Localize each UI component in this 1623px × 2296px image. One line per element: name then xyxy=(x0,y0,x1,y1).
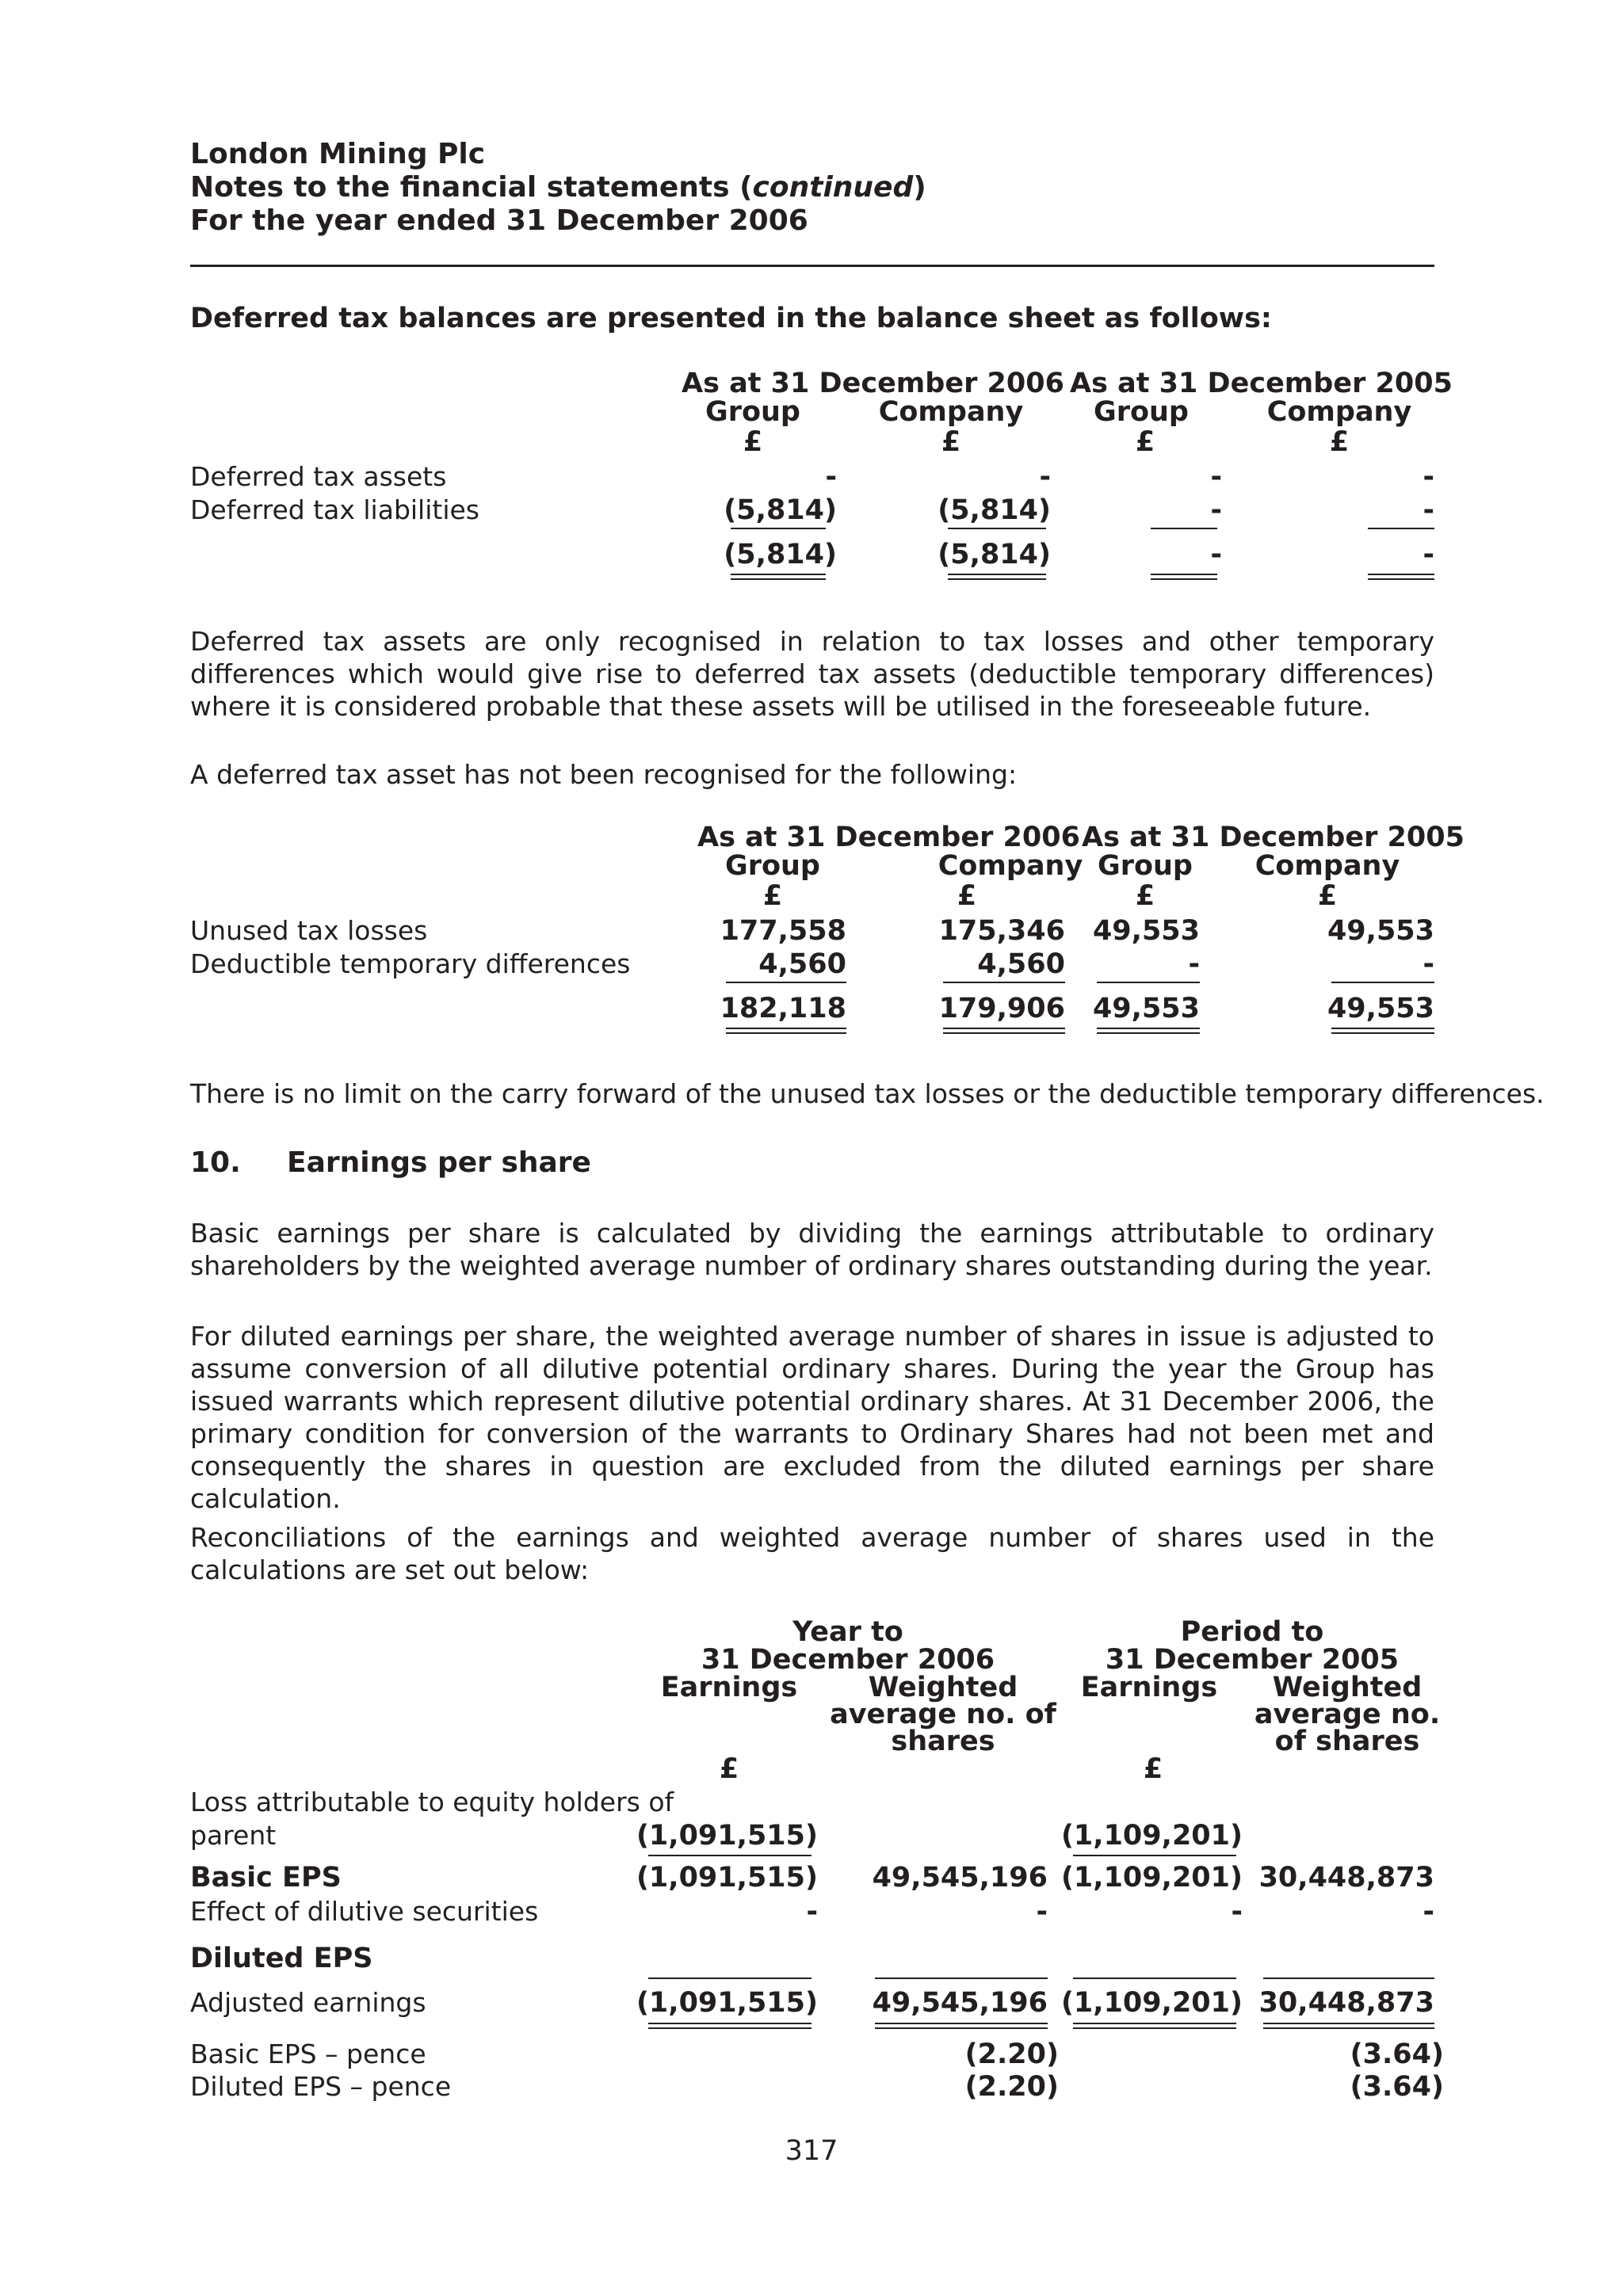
dt-sub-group-2005: Group xyxy=(1093,396,1189,428)
ur-sub-company-2006: Company xyxy=(938,850,1083,882)
dt-value: - xyxy=(1210,461,1222,493)
double-underline xyxy=(1368,574,1434,580)
dt-value: (5,814) xyxy=(938,494,1051,526)
eps-diluted-pence-label: Diluted EPS – pence xyxy=(190,2071,452,2102)
ur-value: 49,553 xyxy=(1327,915,1434,947)
dt-sub-group-2006: Group xyxy=(705,396,800,428)
eps-earnings-2005: Earnings xyxy=(1080,1672,1218,1703)
eps-value: (1,091,515) xyxy=(636,1987,818,2019)
document-header xyxy=(190,138,926,238)
dt-cur-3: £ xyxy=(1135,426,1155,458)
eps-loss-label-2: parent xyxy=(190,1820,277,1851)
eps-loss-label-1: Loss attributable to equity holders of xyxy=(190,1787,674,1817)
ur-value: 49,553 xyxy=(1092,915,1200,947)
eps-weighted-2005-l3: of shares xyxy=(1274,1726,1420,1757)
ur-cur-1: £ xyxy=(762,880,783,912)
dt-value: (5,814) xyxy=(724,494,837,526)
eps-value: (3.64) xyxy=(1350,2071,1444,2103)
eps-value: (1,109,201) xyxy=(1060,1987,1243,2019)
eps-value: (2.20) xyxy=(964,2071,1059,2103)
notes-title: Notes to the financial statements (continued) xyxy=(190,171,926,204)
underline xyxy=(943,982,1065,983)
underline xyxy=(731,528,826,529)
para-diluted: For diluted earnings per share, the weighted average number of shares in issue is adjusted to assume conversion of all dilutive potential ordinary shares. During the year the Group has issued warrants which represent dilutive potential ordinary shares. At 31 December 2006, the primary condition for conversion of the warrants to Ordinary Shares had not been met and consequently the shares in question are excluded from the diluted earnings per share calculation. xyxy=(190,1321,1434,1514)
dt-col-2005: As at 31 December 2005 xyxy=(1070,368,1453,399)
eps-year-line1: Year to xyxy=(792,1616,903,1648)
dt-value: - xyxy=(1423,461,1434,493)
underline xyxy=(1097,982,1200,983)
eps-value: - xyxy=(1423,1896,1434,1928)
eps-cur-2006: £ xyxy=(719,1753,739,1785)
ur-cur-4: £ xyxy=(1317,880,1338,912)
eps-weighted-2006-l3: shares xyxy=(891,1726,995,1757)
para-basic: Basic earnings per share is calculated by dividing the earnings attributable to ordinary shareholders by the weighted average number of ordinary shares outstanding during the year. xyxy=(190,1218,1434,1281)
dt-row-label: Deferred tax assets xyxy=(190,461,447,492)
para-recognised: Deferred tax assets are only recognised in relation to tax losses and other temporary differences which would give rise to deferred tax assets (deductible temporary differences) where it is considered probable that these assets will be utilised in the foreseeable future. xyxy=(190,626,1434,722)
ur-value: 177,558 xyxy=(720,915,846,947)
double-underline xyxy=(1263,2023,1434,2029)
dt-row-label: Deferred tax liabilities xyxy=(190,494,479,525)
eps-value: 30,448,873 xyxy=(1258,1987,1434,2019)
eps-weighted-2006-l1: Weighted xyxy=(868,1672,1018,1703)
eps-value: - xyxy=(1036,1896,1048,1928)
underline xyxy=(1263,1978,1434,1979)
dt-sub-company-2005: Company xyxy=(1266,396,1412,428)
period-title: For the year ended 31 December 2006 xyxy=(190,204,808,237)
eps-weighted-2006-l2: average no. of xyxy=(830,1699,1056,1730)
eps-cur-2005: £ xyxy=(1143,1753,1163,1785)
dt-value: - xyxy=(1423,494,1434,526)
dt-value: - xyxy=(825,461,837,493)
double-underline xyxy=(948,574,1046,580)
underline xyxy=(1073,1978,1236,1979)
eps-period-line2: 31 December 2005 xyxy=(1105,1644,1400,1676)
ur-cur-2: £ xyxy=(957,880,977,912)
ur-cur-3: £ xyxy=(1135,880,1155,912)
ur-sub-group-2005: Group xyxy=(1097,850,1193,882)
underline xyxy=(726,982,846,983)
header-rule xyxy=(190,265,1434,267)
dt-total: (5,814) xyxy=(938,539,1051,570)
eps-value: (1,091,515) xyxy=(636,1820,818,1852)
eps-earnings-2006: Earnings xyxy=(660,1672,798,1703)
eps-value: (1,091,515) xyxy=(636,1862,818,1894)
dt-cur-4: £ xyxy=(1329,426,1350,458)
eps-weighted-2005-l2: average no. xyxy=(1254,1699,1441,1730)
ur-value: 4,560 xyxy=(758,948,846,980)
section-title: Earnings per share xyxy=(287,1146,591,1179)
ur-sub-group-2006: Group xyxy=(724,850,820,882)
dt-value: - xyxy=(1039,461,1051,493)
double-underline xyxy=(1331,1028,1434,1034)
dt-value: - xyxy=(1210,494,1222,526)
eps-diluted-label: Diluted EPS xyxy=(190,1943,373,1974)
eps-basic-pence-label: Basic EPS – pence xyxy=(190,2039,426,2069)
eps-value: - xyxy=(1231,1896,1243,1928)
eps-value: 49,545,196 xyxy=(872,1987,1048,2019)
ur-row-label: Unused tax losses xyxy=(190,915,428,946)
underline xyxy=(1368,528,1434,529)
page-number: 317 xyxy=(785,2135,838,2167)
ur-value: 175,346 xyxy=(938,915,1065,947)
double-underline xyxy=(1151,574,1217,580)
eps-weighted-2005-l1: Weighted xyxy=(1272,1672,1423,1703)
para-reconciliations: Reconciliations of the earnings and weighted average number of shares used in the calculations are set out below: xyxy=(190,1522,1434,1585)
eps-value: (1,109,201) xyxy=(1060,1862,1243,1894)
underline xyxy=(1073,1855,1236,1856)
eps-value: (2.20) xyxy=(964,2039,1059,2070)
company-name: London Mining Plc xyxy=(190,138,486,170)
ur-sub-company-2005: Company xyxy=(1254,850,1400,882)
ur-value: - xyxy=(1188,948,1200,980)
eps-period-line1: Period to xyxy=(1180,1616,1324,1648)
double-underline xyxy=(875,2023,1048,2029)
eps-adjusted-label: Adjusted earnings xyxy=(190,1987,426,2018)
ur-value: - xyxy=(1423,948,1434,980)
deferred-tax-heading: Deferred tax balances are presented in the balance sheet as follows: xyxy=(190,303,1272,334)
dt-sub-company-2006: Company xyxy=(878,396,1024,428)
double-underline xyxy=(726,1028,846,1034)
para-not-recognised: A deferred tax asset has not been recognised for the following: xyxy=(190,759,1018,790)
ur-total: 49,553 xyxy=(1327,993,1434,1024)
ur-col-2006: As at 31 December 2006 xyxy=(697,822,1080,853)
eps-year-line2: 31 December 2006 xyxy=(701,1644,995,1676)
dt-total: - xyxy=(1210,539,1222,570)
dt-cur-1: £ xyxy=(743,426,763,458)
eps-basic-label: Basic EPS xyxy=(190,1862,342,1894)
ur-total: 49,553 xyxy=(1092,993,1200,1024)
ur-total: 182,118 xyxy=(720,993,846,1024)
eps-value: (3.64) xyxy=(1350,2039,1444,2070)
double-underline xyxy=(1097,1028,1200,1034)
dt-col-2006: As at 31 December 2006 xyxy=(682,368,1064,399)
eps-value: 49,545,196 xyxy=(872,1862,1048,1894)
underline xyxy=(1331,982,1434,983)
ur-total: 179,906 xyxy=(938,993,1065,1024)
dt-total: - xyxy=(1423,539,1434,570)
double-underline xyxy=(1073,2023,1236,2029)
underline xyxy=(1151,528,1217,529)
eps-value: - xyxy=(806,1896,818,1928)
dt-cur-2: £ xyxy=(941,426,961,458)
double-underline xyxy=(648,2023,812,2029)
eps-value: 30,448,873 xyxy=(1258,1862,1434,1894)
underline xyxy=(875,1978,1048,1979)
para-no-limit: There is no limit on the carry forward of the unused tax losses or the deductible temporary differences. xyxy=(190,1078,1545,1109)
ur-col-2005: As at 31 December 2005 xyxy=(1082,822,1465,853)
eps-value: (1,109,201) xyxy=(1060,1820,1243,1852)
double-underline xyxy=(943,1028,1065,1034)
section-number: 10. xyxy=(190,1146,241,1179)
double-underline xyxy=(731,574,826,580)
underline xyxy=(648,1855,812,1856)
ur-row-label: Deductible temporary differences xyxy=(190,948,631,979)
ur-value: 4,560 xyxy=(977,948,1065,980)
eps-dilutive-label: Effect of dilutive securities xyxy=(190,1896,539,1927)
underline xyxy=(648,1978,812,1979)
underline xyxy=(948,528,1046,529)
dt-total: (5,814) xyxy=(724,539,837,570)
